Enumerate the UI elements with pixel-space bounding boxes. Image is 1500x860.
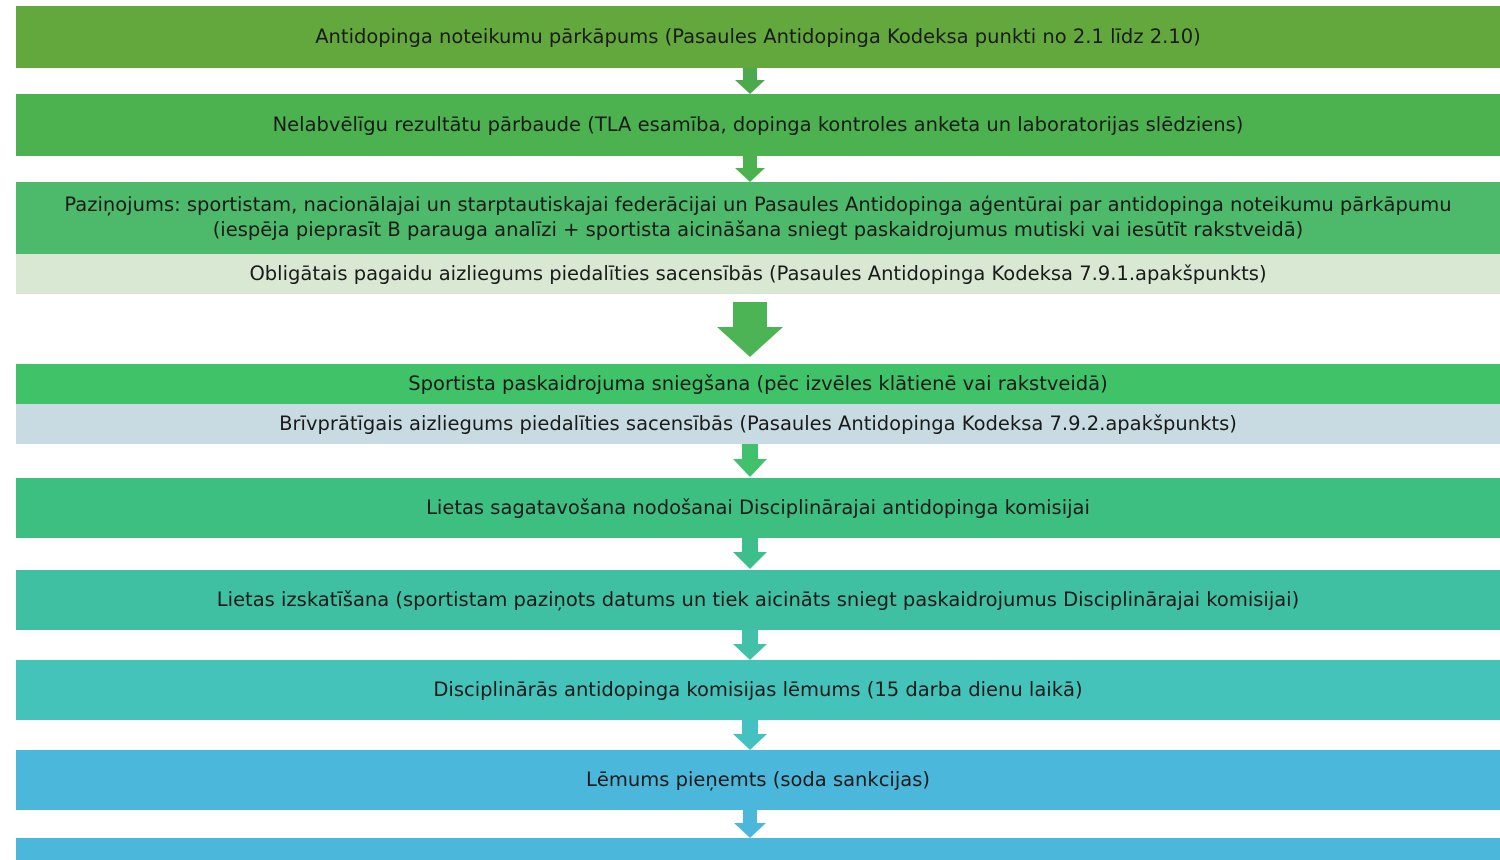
flow-step-1 [16,6,1500,68]
arrow-stem [742,720,758,734]
arrow-down-icon [733,444,767,478]
arrow-stem [743,810,757,823]
flow-step-6 [16,404,1500,444]
arrow-down-icon [735,68,765,94]
arrow-down-icon [717,302,783,358]
arrow-head [733,734,767,750]
flow-step-3 [16,182,1500,254]
flow-step-label: Lēmums pieņemts (soda sankcijas) [586,767,930,791]
arrow-stem [742,444,758,459]
arrow-head [733,552,767,569]
arrow-stem [743,156,757,168]
flow-step-label: Nelabvēlīgu rezultātu pārbaude (TLA esamība, dopinga kontroles anketa un laboratorijas slēdziens) [272,112,1244,136]
flow-step-10 [16,750,1500,810]
flow-step-label: Paziņojums: sportistam, nacionālajai un starptautiskajai federācijai un Pasaules Antidopinga aģentūrai par antidopinga noteikumu pārkāpumu (iespēja pieprasīt B parauga analīzi + sportista aicināšana sniegt paskaidrojumus mutiski vai iesūtīt rakstveidā) [64,193,1452,241]
flow-step-label: Disciplinārās antidopinga komisijas lēmums (15 darba dienu laikā) [433,677,1083,701]
flow-step-2 [16,94,1500,156]
flow-step-11 [16,838,1500,860]
flow-step-label: Brīvprātīgais aizliegums piedalīties sacensībās (Pasaules Antidopinga Kodeksa 7.9.2.apakšpunkts) [279,411,1237,435]
arrow-head [735,168,765,182]
arrow-stem [743,68,757,80]
flow-step-label: Lietas izskatīšana (sportistam paziņots datums un tiek aicināts sniegt paskaidrojumus Disciplinārajai komisijai) [216,587,1300,611]
arrow-down-icon [735,156,765,182]
arrow-stem [742,630,758,644]
arrow-head [733,644,767,660]
arrow-stem [733,302,767,327]
arrow-head [735,80,765,94]
flow-step-label: Antidopinga noteikumu pārkāpums (Pasaules Antidopinga Kodeksa punkti no 2.1 līdz 2.10) [315,24,1201,48]
flow-step-7 [16,478,1500,538]
arrow-stem [742,538,758,552]
flow-step-8 [16,570,1500,630]
arrow-down-icon [733,720,767,750]
flow-step-9 [16,660,1500,720]
flow-step-label: Lietas sagatavošana nodošanai Disciplinārajai antidopinga komisijai [426,495,1090,519]
arrow-down-icon [733,630,767,660]
flow-step-label: Obligātais pagaidu aizliegums piedalīties sacensībās (Pasaules Antidopinga Kodeksa 7.9.1.apakšpunkts) [249,261,1267,285]
arrow-head [717,327,783,357]
arrow-down-icon [733,538,767,570]
flow-step-label: Sportista paskaidrojuma sniegšana (pēc izvēles klātienē vai rakstveidā) [408,371,1108,395]
flow-step-5 [16,364,1500,404]
arrow-down-icon [734,810,766,838]
arrow-head [733,459,767,477]
arrow-head [734,823,766,838]
flow-step-4 [16,254,1500,294]
